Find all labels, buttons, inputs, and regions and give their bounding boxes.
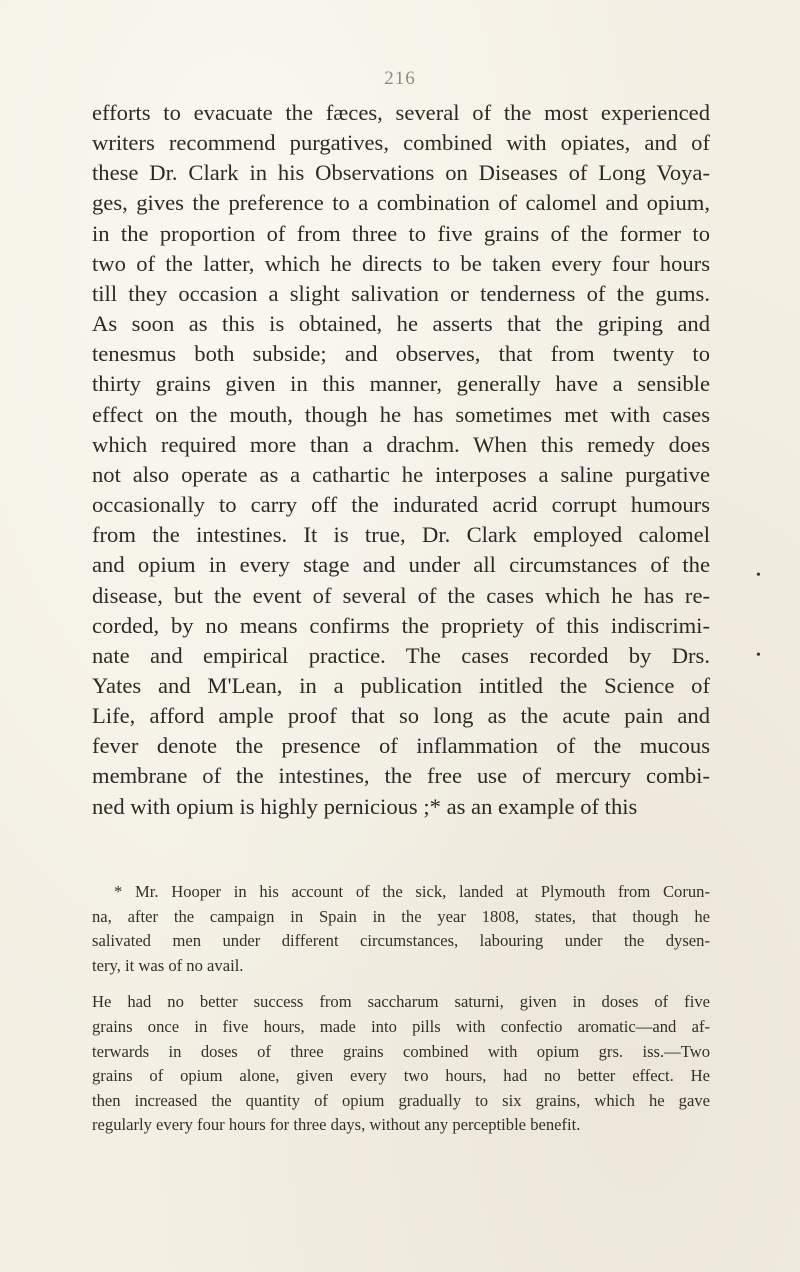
footnote: [92, 880, 710, 1138]
text-line: effect on the mouth, though he has sometimes met with cases: [92, 401, 710, 427]
text-line: writers recommend purgatives, combined with opiates, and of: [92, 130, 710, 156]
text-line: from the intestines. It is true, Dr. Clark employed calomel: [92, 522, 710, 548]
text-line: efforts to evacuate the fæces, several of the most experienced: [92, 100, 710, 125]
margin-mark: •: [756, 568, 761, 583]
main-text: [92, 98, 710, 822]
footnote-line: na, after the campaign in Spain in the year 1808, states, that though he: [92, 906, 710, 926]
footnote-line: then increased the quantity of opium gradually to six grains, which he gave: [92, 1090, 710, 1110]
text-line: and opium in every stage and under all circumstances of the: [92, 552, 710, 578]
text-line: fever denote the presence of inflammation of the mucous: [92, 733, 710, 759]
text-line: occasionally to carry off the indurated acrid corrupt humours: [92, 492, 710, 518]
footnote-line: grains of opium alone, given every two hours, had no better effect. He: [92, 1066, 710, 1086]
footnote-line: salivated men under different circumstances, labouring under the dysen-: [92, 931, 710, 951]
text-line: Yates and M'Lean, in a publication intitled the Science of: [92, 672, 710, 698]
text-line: till they occasion a slight salivation or tenderness of the gums.: [92, 280, 710, 306]
text-line: corded, by no means confirms the propriety of this indiscrimi-: [92, 612, 710, 638]
footnote-line: tery, it was of no avail.: [92, 955, 244, 975]
page-number: 216: [384, 68, 416, 89]
footnote-line: regularly every four hours for three days, without any perceptible benefit.: [92, 1115, 581, 1135]
text-line: disease, but the event of several of the cases which he has re-: [92, 582, 710, 608]
footnote-line: He had no better success from saccharum saturni, given in doses of five: [92, 992, 710, 1012]
text-line: not also operate as a cathartic he interposes a saline purgative: [92, 461, 710, 487]
text-line: nate and empirical practice. The cases recorded by Drs.: [92, 642, 710, 668]
footnote-line: * Mr. Hooper in his account of the sick, landed at Plymouth from Corun-: [114, 882, 710, 901]
text-line: ges, gives the preference to a combination of calomel and opium,: [92, 190, 710, 216]
text-line: As soon as this is obtained, he asserts that the griping and: [92, 311, 710, 337]
text-line: these Dr. Clark in his Observations on Diseases of Long Voya-: [92, 160, 710, 186]
text-line: Life, afford ample proof that so long as the acute pain and: [92, 703, 710, 729]
text-line: which required more than a drachm. When this remedy does: [92, 431, 710, 457]
footnote-line: terwards in doses of three grains combined with opium grs. iss.—Two: [92, 1041, 710, 1061]
margin-mark: •: [756, 648, 761, 663]
text-line: thirty grains given in this manner, generally have a sensible: [92, 371, 710, 397]
text-line: tenesmus both subside; and observes, that from twenty to: [92, 341, 710, 367]
text-line: ned with opium is highly pernicious ;* as an example of this: [92, 793, 638, 819]
text-line: in the proportion of from three to five grains of the former to: [92, 220, 710, 246]
paragraph-gap: [92, 978, 710, 990]
text-line: two of the latter, which he directs to be taken every four hours: [92, 250, 710, 276]
text-line: membrane of the intestines, the free use of mercury combi-: [92, 763, 710, 789]
footnote-line: grains once in five hours, made into pills with confectio aromatic—and af-: [92, 1016, 710, 1036]
